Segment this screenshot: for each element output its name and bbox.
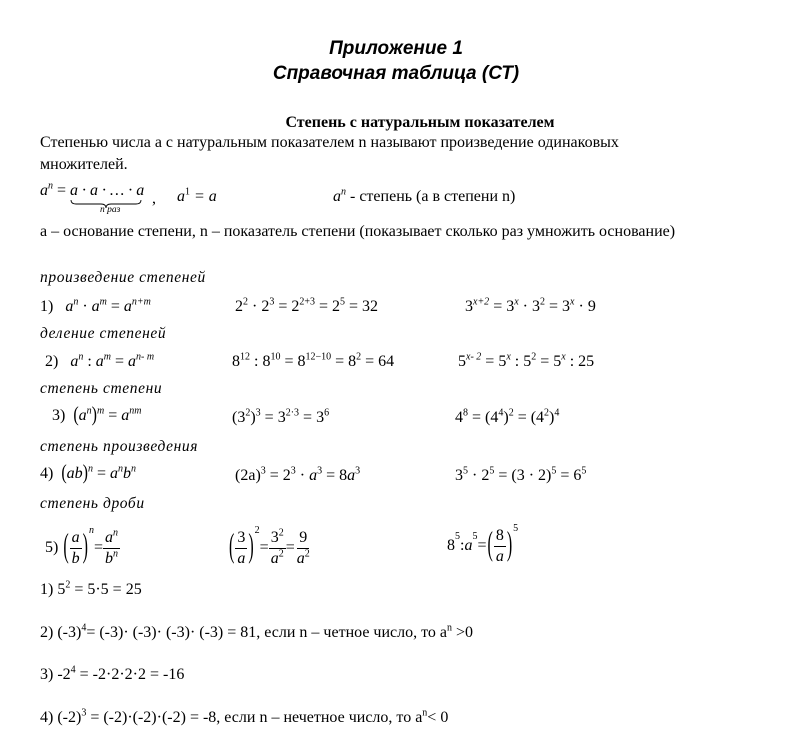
rule-5-formula: 5) ( $\frac{a}{b}$ ) n = $\frac{a^n}{b^n}$ — [45, 524, 119, 567]
basis-exponent-note: а – основание степени, n – показатель степени (показывает сколько раз умножить основание) — [40, 223, 676, 240]
example-3: 3) $-2^4 = -2\cdot 2\cdot 2\cdot 2 = -16$ — [40, 664, 185, 683]
rule-1-example-1: $2^2 \cdot 2^3 = 2^{2+3} = 2^5 = 32$ — [235, 296, 379, 315]
power-meaning: $a^n$ - степень (а в степени n) — [333, 186, 516, 205]
rule-1-example-2: $3^{x+2} = 3^x \cdot 3^2 = 3^x \cdot 9$ — [465, 296, 596, 315]
definition-line-2: множителей. — [40, 156, 128, 173]
rule-2-example-2: $5^{x- 2} = 5^x$ : $5^2 = 5^x$ : 25 — [458, 351, 595, 370]
a-to-one-formula: $a^1 = a$ — [177, 186, 217, 205]
rule-label-power-of-product: степень произведения — [40, 438, 199, 455]
product-expression: a · a · … · a — [70, 182, 145, 199]
example-2: 2) $(-3)^4= (-3)\cdot (-3)\cdot (-3)\cdot (-3) = 81$, если n – четное число, то $a^n >0$ — [40, 622, 474, 641]
rule-2-formula: 2) $a^n$ : $a^m = a^{n- m}$ — [45, 351, 155, 370]
example-1: 1) $5^2 = 5\cdot 5 = 25$ — [40, 579, 142, 598]
rule-label-power-of-power: степень степени — [40, 380, 163, 397]
section-title: Степень с натуральным показателем — [285, 114, 555, 131]
formula-comma: , — [152, 190, 156, 207]
rule-label-division: деление степеней — [40, 325, 167, 342]
table-title: Справочная таблица (СТ) — [272, 63, 520, 84]
power-definition-formula: $a^n = a \cdot a$ · … · a — [40, 182, 144, 200]
rule-2-example-1: $8^{12}$ : $8^{10} = 8^{12-10} = 8^2 = 64$ — [232, 351, 395, 370]
rule-3-example-1: $(3^2)^3 = 3^{2\cdot 3} = 3^6$ — [232, 407, 330, 426]
brace-label: n раз — [100, 205, 121, 215]
rule-4-example-2: $3^5 \cdot 2^5 = (3 \cdot 2)^5 = 6^5$ — [455, 465, 587, 484]
rule-label-product: произведение степеней — [40, 269, 206, 286]
appendix-title: Приложение 1 — [329, 38, 463, 59]
example-4: 4) $(-2)^3 = (-2)\cdot(-2)\cdot(-2) = -8$, если n – нечетное число, то $a^n< 0$ — [40, 707, 449, 726]
rule-4-example-1: $(2a)^3 = 2^3 \cdot a^3 = 8a^3$ — [235, 465, 361, 484]
rule-4-formula: 4) $(ab)^n = a^nb^n$ — [40, 462, 137, 485]
rule-1-formula: 1) $a^n \cdot a^m = a^{n+m}$ — [40, 296, 151, 315]
definition-line-1: Степенью числа а с натуральным показателем n называют произведение одинаковых — [40, 134, 619, 151]
rule-3-example-2: $4^8 = (4^4)^2 = (4^2)^4$ — [455, 407, 560, 426]
rule-label-power-of-fraction: степень дроби — [40, 495, 145, 512]
rule-5-example-1: ( $\frac{3}{a}$ ) 2 = $\frac{3^2}{a^2}$ = $\frac{9}{a^2}$ — [229, 524, 310, 567]
rule-5-example-2: 8 5 : a 5 = ( $\frac{8}{a}$ ) 5 — [447, 522, 519, 565]
rule-3-formula: 3) $(a^n)^m = a^{nm}$ — [52, 404, 142, 427]
